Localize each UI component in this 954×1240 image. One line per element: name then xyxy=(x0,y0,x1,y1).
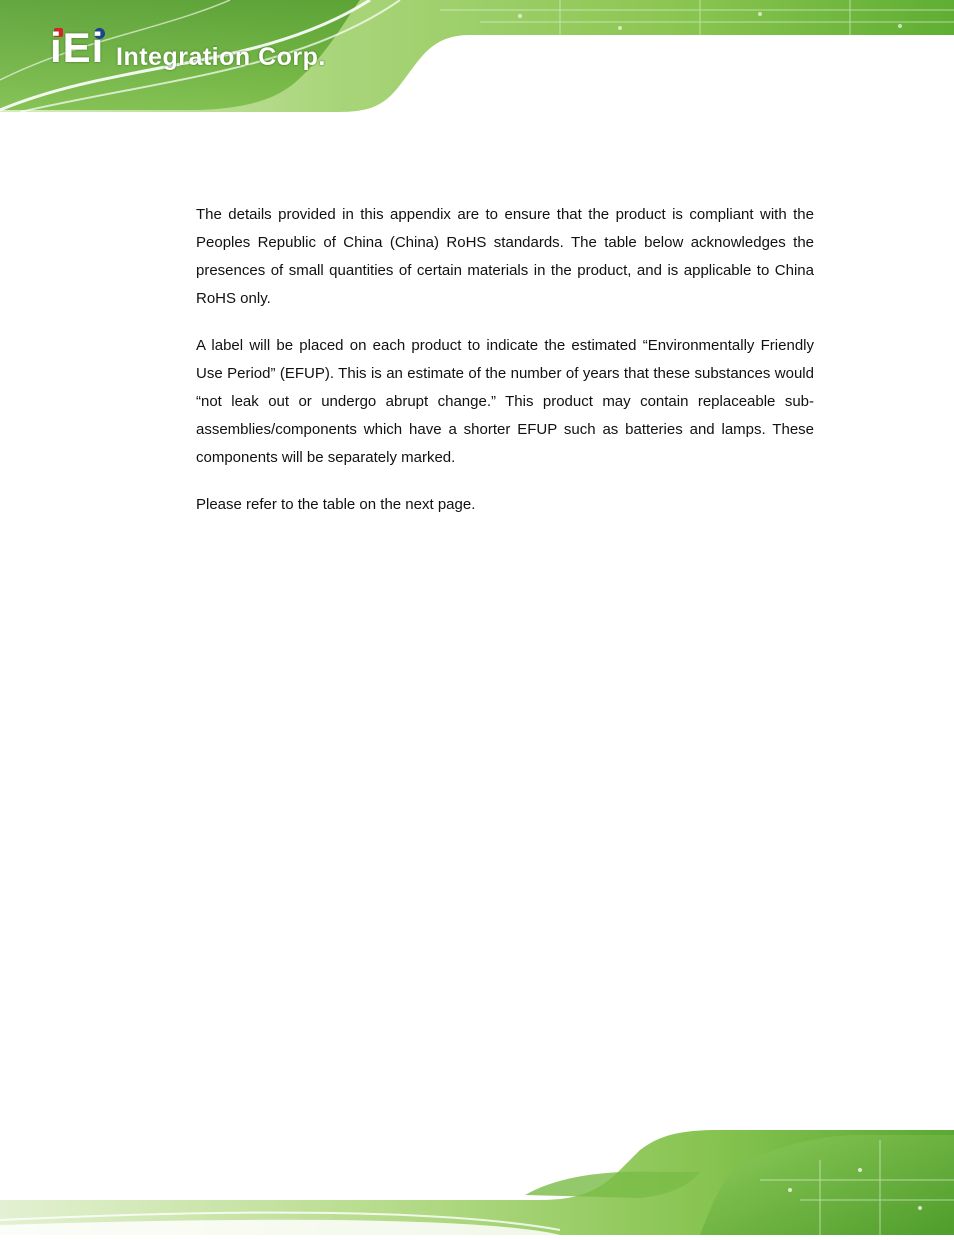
footer-banner-graphic xyxy=(0,1130,954,1235)
header-banner xyxy=(0,0,954,115)
company-logo xyxy=(50,26,350,76)
logo-wordmark: Integration Corp. xyxy=(116,43,326,71)
footer-banner xyxy=(0,1130,954,1235)
paragraph-refer-table: Please refer to the table on the next page. xyxy=(196,496,476,513)
paragraph-efup: A label will be placed on each product to indicate the estimated “Environmentally Friendly Use Period” (EFUP). This is an estimate of the number of years that these substances would “not leak out or undergo abrupt change.” This product may contain replaceable sub-assemblies/components which have a shorter EFUP such as batteries and lamps. These components will be separately marked. xyxy=(196,337,814,466)
document-body xyxy=(196,201,814,538)
logo-mark: iEi xyxy=(50,24,105,71)
paragraph-rohs-intro: The details provided in this appendix are to ensure that the product is compliant with the Peoples Republic of China (China) RoHS standards. The table below acknowledges the presences of small quantities of certain materials in the product, and is applicable to China RoHS only. xyxy=(196,206,814,307)
